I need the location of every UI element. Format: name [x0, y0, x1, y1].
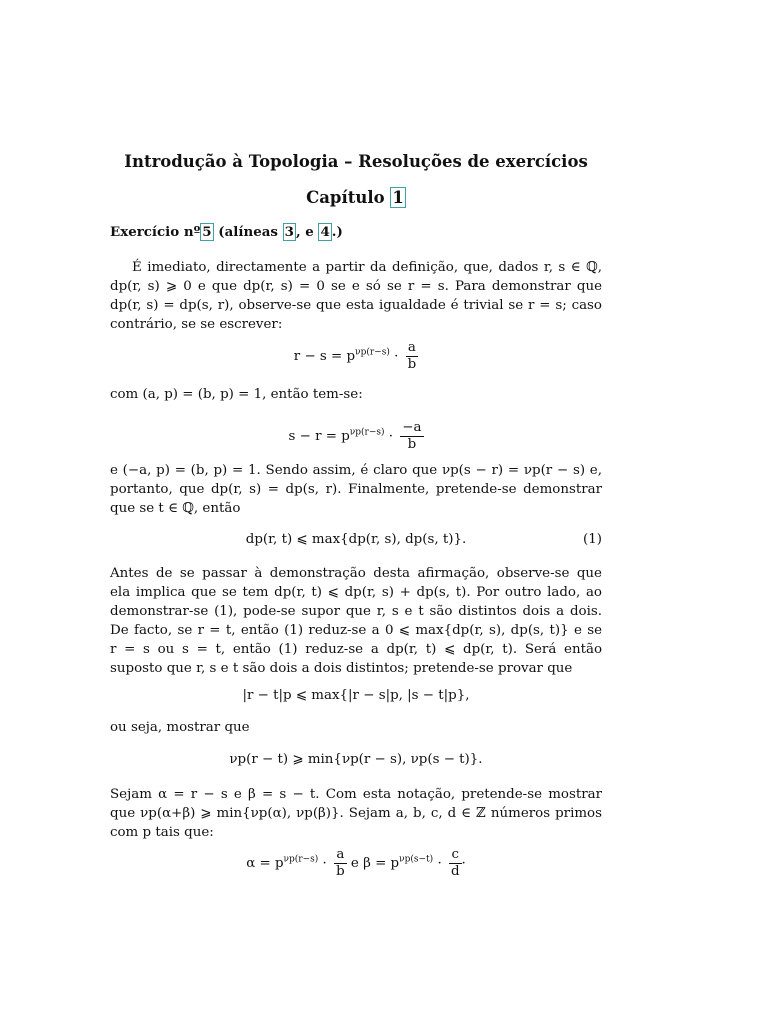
equation-tag: (1)	[583, 532, 602, 547]
fraction: $\frac{a}{b}$	[336, 847, 345, 879]
exercise-paren-open: (alíneas	[218, 224, 278, 240]
para4-line: que νp(α+β) ⩾ min{νp(α), νp(β)}. Sejam a, b, c, d ∈ ℤ números primos	[110, 806, 602, 821]
fraction: $\frac{a}{b}$	[407, 340, 417, 372]
item-link-4[interactable]: 4	[320, 224, 330, 240]
chapter-heading	[110, 188, 602, 207]
text-line: com (a, p) = (b, p) = 1, então tem-se:	[110, 387, 363, 402]
para1-line: contrário, se se escrever:	[110, 317, 283, 332]
item-link-3[interactable]: 3	[284, 224, 294, 240]
equation-s-minus-r: $s - r = p^{\nu p(r-s)}$ · $\frac{-a}{b}$	[288, 420, 422, 452]
exercise-conj: , e	[295, 224, 314, 240]
fraction: $\frac{c}{d}$	[450, 847, 460, 879]
exercise-prefix: Exercício nº	[110, 224, 201, 240]
exercise-paren-close: .)	[331, 224, 343, 240]
equation-nu: νp(r − t) ⩾ min{νp(r − s), νp(s − t)}.	[229, 752, 483, 767]
para2-line: portanto, que dp(r, s) = dp(s, r). Finalmente, pretende-se demonstrar	[110, 482, 602, 497]
fraction: $\frac{-a}{b}$	[402, 420, 422, 452]
para1-line: dp(r, s) = dp(s, r), observe-se que esta igualdade é trivial se r = s; caso	[110, 298, 602, 313]
para3-line: De facto, se r = t, então (1) reduz-se a 0 ⩽ max{dp(r, s), dp(s, t)} e se	[110, 623, 602, 638]
para4-line: Sejam α = r − s e β = s − t. Com esta notação, pretende-se mostrar	[110, 787, 602, 802]
para3-line: demonstrar-se (1), pode-se supor que r, s e t são distintos dois a dois.	[110, 604, 602, 619]
equation-1: dp(r, t) ⩽ max{dp(r, s), dp(s, t)}.	[245, 532, 467, 547]
para1-line: dp(r, s) ⩾ 0 e que dp(r, s) = 0 se e só se r = s. Para demonstrar que	[110, 279, 602, 294]
para2-line: que se t ∈ ℚ, então	[110, 501, 241, 516]
para1-line: É imediato, directamente a partir da definição, que, dados r, s ∈ ℚ,	[132, 260, 602, 275]
para3-line: r = s ou s = t, então (1) reduz-se a dp(r, t) ⩽ dp(r, t). Será então	[110, 642, 602, 657]
equation-alpha-beta: $\alpha = p^{\nu p(r-s)}$ · $\frac{a}{b}$ e $\beta = p^{\nu p(s-t)}$ · $\frac{c}{d}$ ·	[246, 847, 466, 879]
equation-r-minus-s: $r - s = p^{\nu p(r-s)}$ · $\frac{a}{b}$	[293, 340, 417, 372]
para4-line: com p tais que:	[110, 825, 214, 840]
exercise-heading	[110, 223, 343, 242]
document-title: Introdução à Topologia – Resoluções de exercícios	[124, 152, 588, 171]
chapter-label: Capítulo	[306, 188, 385, 207]
para2-line: e (−a, p) = (b, p) = 1. Sendo assim, é claro que νp(s − r) = νp(r − s) e,	[110, 463, 602, 478]
chapter-link[interactable]: 1	[392, 188, 404, 207]
text-line: ou seja, mostrar que	[110, 720, 250, 735]
para3-line: ela implica que se tem dp(r, t) ⩽ dp(r, s) + dp(s, t). Por outro lado, ao	[110, 585, 602, 600]
exercise-number-link[interactable]: 5	[202, 224, 212, 240]
para3-line: Antes de se passar à demonstração desta afirmação, observe-se que	[110, 566, 602, 581]
equation-abs: |r − t|p ⩽ max{|r − s|p, |s − t|p},	[242, 688, 470, 703]
para3-line: suposto que r, s e t são dois a dois distintos; pretende-se provar que	[110, 661, 573, 676]
